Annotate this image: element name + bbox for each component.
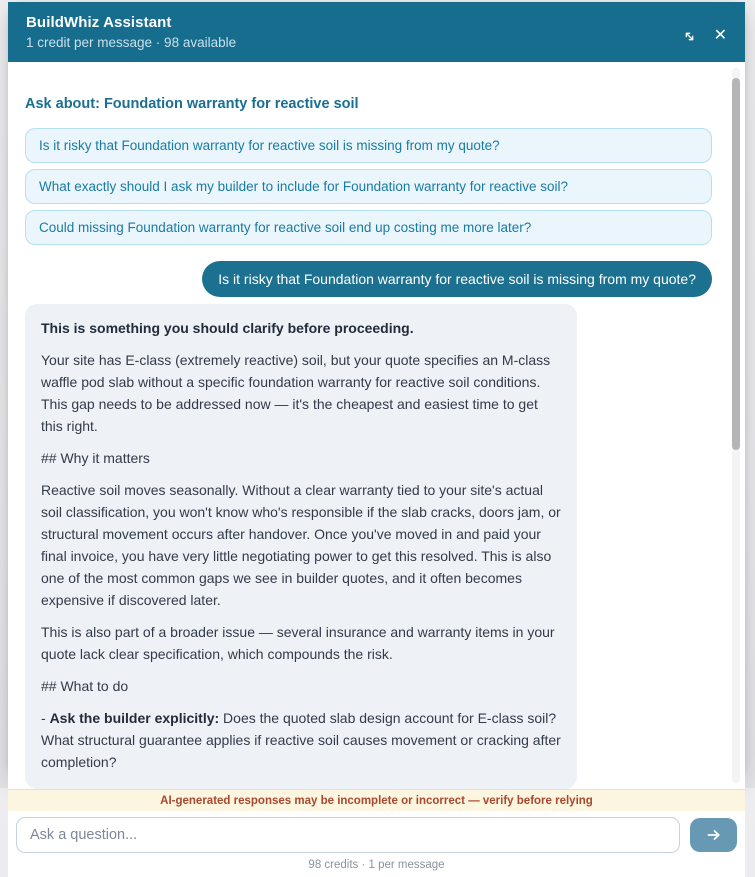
credits-footer: 98 credits · 1 per message xyxy=(308,859,445,871)
widget-title: BuildWhiz Assistant xyxy=(26,14,172,31)
assistant-paragraph: ## What to do xyxy=(41,678,129,694)
ai-disclaimer-bar xyxy=(8,789,745,811)
scrollbar-thumb[interactable] xyxy=(732,78,740,450)
user-message-bubble: Is it risky that Foundation warranty for reactive soil is missing from my quote? xyxy=(202,261,712,297)
header-actions xyxy=(681,26,729,46)
assistant-paragraph: This is also part of a broader issue — several insurance and warranty items in your quote lack clear specification, which compounds the risk. xyxy=(41,624,555,662)
close-icon: ✕ xyxy=(713,27,727,44)
send-button[interactable] xyxy=(690,818,737,852)
resize-button[interactable] xyxy=(681,28,698,45)
assistant-paragraph: Your site has E-class (extremely reactive) soil, but your quote specifies an M-class waffle pod slab without a specific foundation warranty for reactive soil conditions. This gap needs to be addressed now — it's the cheapest and easiest time to get this right. xyxy=(41,352,551,434)
question-input[interactable] xyxy=(16,817,680,853)
resize-icon xyxy=(683,30,696,43)
suggestions-heading: Ask about: Foundation warranty for reactive soil xyxy=(25,96,359,112)
composer xyxy=(8,811,745,877)
assistant-message-bubble xyxy=(25,304,577,789)
assistant-paragraph: ## Why it matters xyxy=(41,450,150,466)
close-button[interactable] xyxy=(712,26,729,46)
chat-scroll-area[interactable] xyxy=(8,62,745,789)
assistant-paragraph: Reactive soil moves seasonally. Without a clear warranty tied to your site's actual soil classification, you won't know who's responsible if the slab cracks, doors jam, or structural movement occurs after handover. Once you've moved in and paid your final invoice, you have very little negotiating power to get this resolved. This is also one of the most common gaps we see in builder quotes, and it often becomes expensive if discovered later. xyxy=(41,482,561,608)
send-arrow-icon xyxy=(706,828,722,842)
credits-summary: 1 credit per message · 98 available xyxy=(26,35,237,50)
assistant-paragraph: - Ask the builder explicitly: Does the quoted slab design account for E-class soil? What structural guarantee applies if reactive soil causes movement or cracking after completion? xyxy=(41,710,561,770)
suggestion-chip[interactable]: What exactly should I ask my builder to include for Foundation warranty for reactive soil? xyxy=(25,169,712,204)
assistant-widget xyxy=(8,2,745,871)
user-message-row xyxy=(25,261,712,297)
assistant-paragraph: This is something you should clarify before proceeding. xyxy=(41,320,414,336)
widget-header xyxy=(8,2,745,62)
ai-disclaimer-text: AI-generated responses may be incomplete or incorrect — verify before relying xyxy=(160,794,593,807)
composer-row xyxy=(16,817,737,853)
suggestion-chip[interactable]: Could missing Foundation warranty for reactive soil end up costing me more later? xyxy=(25,210,712,245)
suggestion-list xyxy=(25,128,712,245)
suggestion-chip[interactable]: Is it risky that Foundation warranty for reactive soil is missing from my quote? xyxy=(25,128,712,163)
